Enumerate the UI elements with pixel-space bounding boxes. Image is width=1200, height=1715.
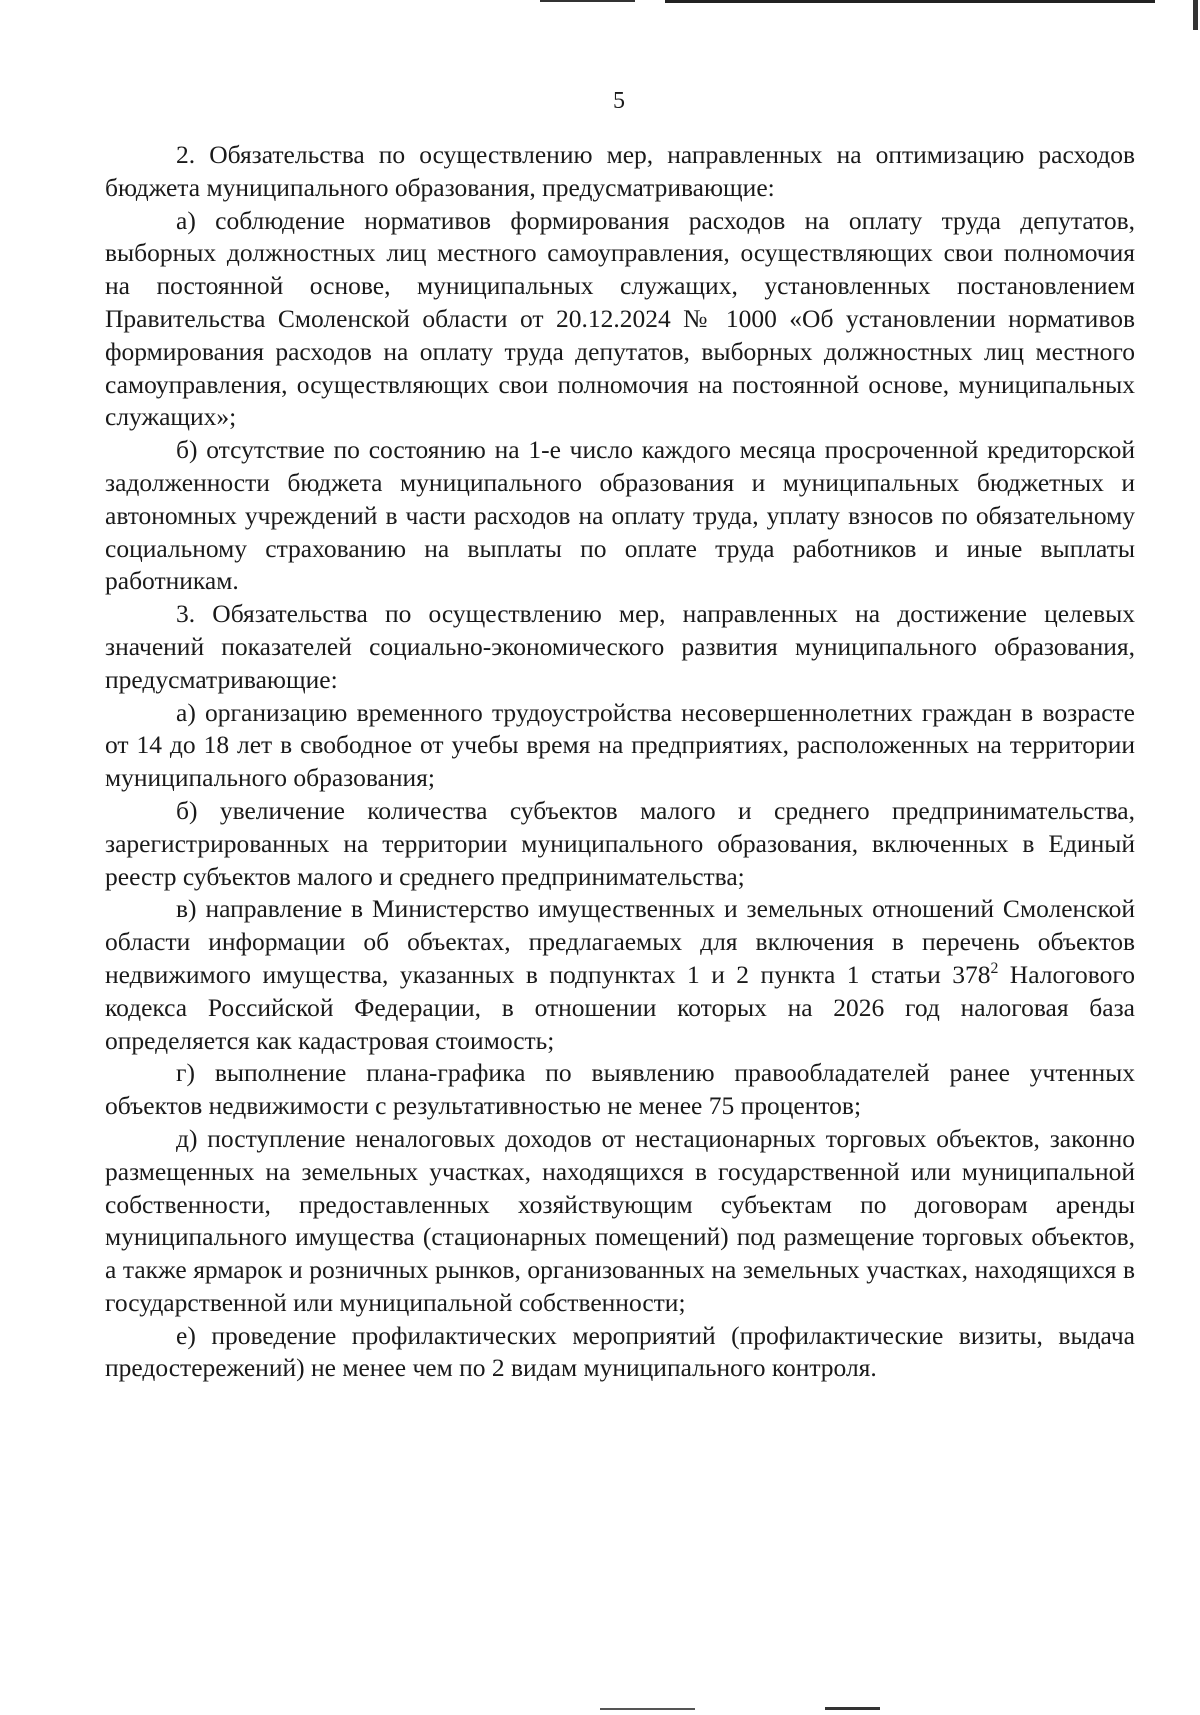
paragraph-3a: а) организацию временного трудоустройства несовершеннолетних граждан в возрасте от 14 до 18 лет в свободное от учебы время на предприятиях, расположенных на территории муниципального образования; — [105, 697, 1135, 793]
paragraph-3d: д) поступление неналоговых доходов от нестационарных торговых объектов, законно размещенных на земельных участках, находящихся в государственной или муниципальной собственности, предоставленных хозяйствующим субъектам по договорам аренды муниципального имущества (стационарных помещений) под размещение торговых объектов, а также ярмарок и розничных рынков, организованных на земельных участках, находящихся в государственной или муниципальной собственности; — [105, 1123, 1135, 1317]
scan-edge-mark — [540, 0, 635, 2]
document-body — [105, 139, 1135, 1385]
paragraph-3-intro: 3. Обязательства по осуществлению мер, направленных на достижение целевых значений показателей социально-экономического развития муниципального образования, предусматривающие: — [105, 599, 1135, 694]
paragraph-2b: б) отсутствие по состоянию на 1-е число каждого месяца просроченной кредиторской задолженности бюджета муниципального образования и муниципальных бюджетных и автономных учреждений в части расходов на оплату труда, уплату взносов по обязательному социальному страхованию на выплаты по оплате труда работников и иные выплаты работникам. — [105, 435, 1135, 596]
paragraph-3v — [105, 893, 1135, 1057]
paragraph-3v-superscript: 2 — [990, 960, 999, 978]
paragraph-3v-text-before: в) направление в Министерство имущественных и земельных отношений Смоленской области информации об объектах, предлагаемых для включения в перечень объектов недвижимого имущества, указанных в подпунктах 1 и 2 пункта 1 статьи 378 — [105, 894, 1135, 989]
scan-edge-mark — [1193, 0, 1198, 30]
paragraph-2-intro: 2. Обязательства по осуществлению мер, направленных на оптимизацию расходов бюджета муниципального образования, предусматривающие: — [105, 140, 1135, 202]
scan-edge-mark — [600, 1708, 695, 1710]
paragraph-2a: а) соблюдение нормативов формирования расходов на оплату труда депутатов, выборных должностных лиц местного самоуправления, осуществляющих свои полномочия на постоянной основе, муниципальных служащих, установленных постановлением Правительства Смоленской области от 20.12.2024 № 1000 «Об установлении нормативов формирования расходов на оплату труда депутатов, выборных должностных лиц местного самоуправления, осуществляющих свои полномочия на постоянной основе, муниципальных служащих»; — [105, 205, 1135, 432]
paragraph-3e: е) проведение профилактических мероприятий (профилактические визиты, выдача предостережений) не менее чем по 2 видам муниципального контроля. — [105, 1320, 1135, 1383]
scan-edge-mark — [825, 1707, 880, 1710]
page-number: 5 — [613, 88, 625, 114]
paragraph-3g: г) выполнение плана-графика по выявлению правообладателей ранее учтенных объектов недвижимости с результативностью не менее 75 процентов; — [105, 1058, 1135, 1121]
scan-edge-mark — [665, 0, 1155, 3]
paragraph-3v-text-after: Налогового кодекса Российской Федерации, в отношении которых на 2026 год налоговая база определяется как кадастровая стоимость; — [105, 959, 1135, 1055]
paragraph-3b: б) увеличение количества субъектов малого и среднего предпринимательства, зарегистрированных на территории муниципального образования, включенных в Единый реестр субъектов малого и среднего предпринимательства; — [105, 795, 1135, 891]
